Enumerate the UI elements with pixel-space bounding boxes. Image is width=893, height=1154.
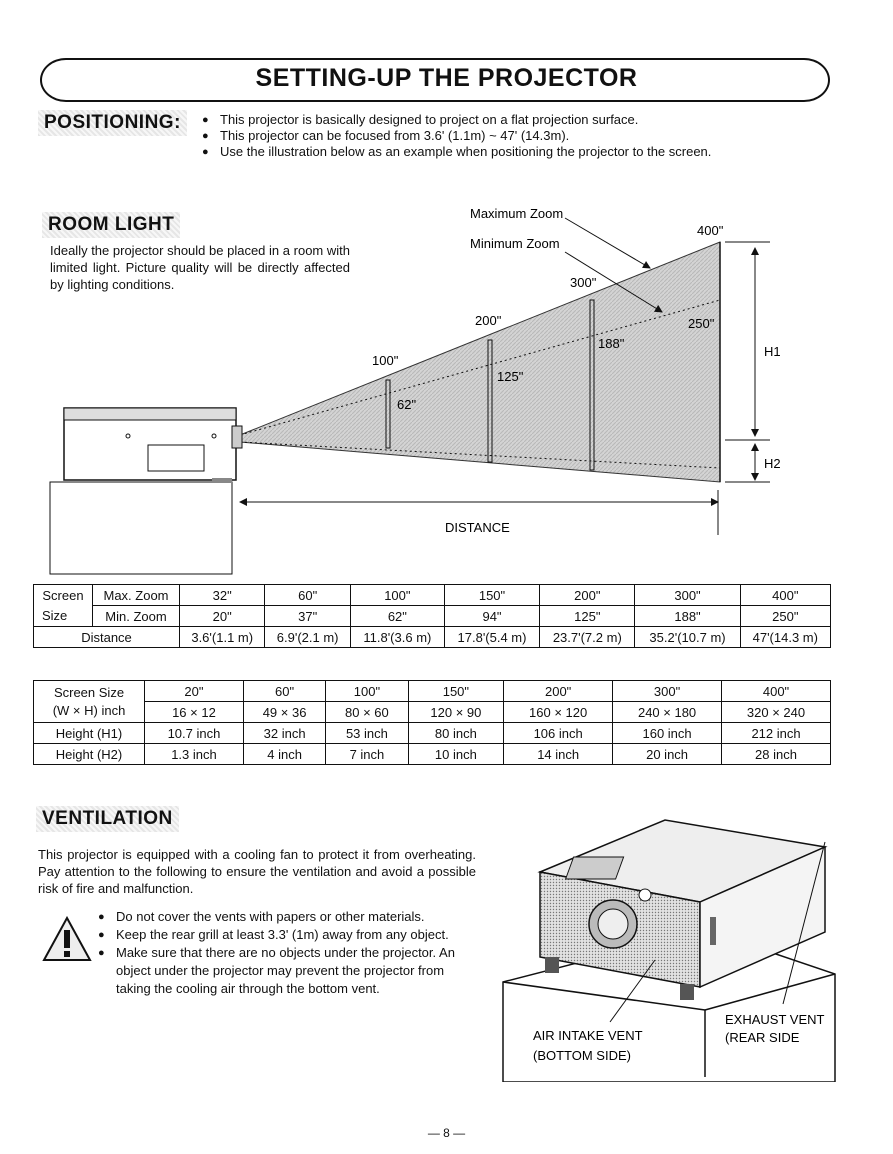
- table-cell: 37": [265, 606, 350, 627]
- page-number: — 8 —: [427, 1126, 466, 1140]
- air-intake-side-label: (BOTTOM SIDE): [533, 1048, 631, 1063]
- distance-label: DISTANCE: [445, 520, 510, 535]
- size-min-label: 125": [497, 369, 524, 384]
- table-cell: 188": [635, 606, 740, 627]
- table-cell: 80 × 60: [326, 702, 408, 723]
- warning-icon: [42, 916, 92, 962]
- table-cell: 53 inch: [326, 723, 408, 744]
- ventilation-bullet: ● Make sure that there are no objects under the projector. An object under the projector may prevent the projector from taking the cooling air through the bottom vent.: [96, 944, 476, 998]
- max-zoom-label: Maximum Zoom: [470, 206, 564, 221]
- table-cell: 80 inch: [408, 723, 504, 744]
- table-cell: 20": [145, 681, 244, 702]
- table-cell: 1.3 inch: [145, 744, 244, 765]
- table-cell: 20": [180, 606, 265, 627]
- table-cell: 4 inch: [243, 744, 325, 765]
- table-cell: 11.8'(3.6 m): [350, 627, 444, 648]
- exhaust-side-label: (REAR SIDE: [725, 1030, 800, 1045]
- table-cell: 60": [243, 681, 325, 702]
- table-cell: 250": [740, 606, 830, 627]
- projector-illustration: [64, 408, 242, 483]
- ventilation-bullet: ● Do not cover the vents with papers or other materials.: [96, 908, 476, 926]
- positioning-heading: POSITIONING:: [38, 110, 187, 136]
- distance-table: [33, 584, 831, 648]
- table-cell: 200": [540, 585, 635, 606]
- table-cell: 200": [504, 681, 613, 702]
- table-cell: 7 inch: [326, 744, 408, 765]
- exhaust-label: EXHAUST VENT: [725, 1012, 825, 1027]
- table-cell: 32": [180, 585, 265, 606]
- table-cell: 120 × 90: [408, 702, 504, 723]
- table-cell: 160 × 120: [504, 702, 613, 723]
- air-intake-label: AIR INTAKE VENT: [533, 1028, 643, 1043]
- size-max-label: 200": [475, 313, 502, 328]
- h1-label: H1: [764, 344, 781, 359]
- height-h1-header: Height (H1): [34, 723, 145, 744]
- table-cell: 212 inch: [722, 723, 831, 744]
- screen-size-label: Screen Size: [53, 684, 125, 700]
- table-cell: 16 × 12: [145, 702, 244, 723]
- table-cell: 62": [350, 606, 444, 627]
- table-cell: 28 inch: [722, 744, 831, 765]
- height-h2-header: Height (H2): [34, 744, 145, 765]
- min-zoom-label: Minimum Zoom: [470, 236, 560, 251]
- table-cell: 400": [722, 681, 831, 702]
- table-cell: 106 inch: [504, 723, 613, 744]
- table-cell: 150": [444, 585, 539, 606]
- max-zoom-header: Max. Zoom: [93, 585, 180, 606]
- table-cell: 23.7'(7.2 m): [540, 627, 635, 648]
- size-max-label: 100": [372, 353, 399, 368]
- projection-diagram: [0, 190, 893, 580]
- table-cell: 125": [540, 606, 635, 627]
- room-light-text: Ideally the projector should be placed in a room with limited light. Picture quality will be directly affected by lighting conditions.: [50, 243, 350, 292]
- table-cell: 17.8'(5.4 m): [444, 627, 539, 648]
- ventilation-heading: VENTILATION: [36, 806, 179, 832]
- size-min-label: 250": [688, 316, 715, 331]
- ventilation-bullet: ● Keep the rear grill at least 3.3' (1m) away from any object.: [96, 926, 476, 944]
- table-cell: 14 inch: [504, 744, 613, 765]
- table-cell: 100": [326, 681, 408, 702]
- table-cell: 400": [740, 585, 830, 606]
- ventilation-intro: This projector is equipped with a cooling fan to protect it from overheating. Pay attention to the following to ensure the ventilation and avoid a possible risk of fire and malfunction.: [38, 847, 476, 896]
- room-light-heading: ROOM LIGHT: [42, 212, 180, 238]
- distance-header: Distance: [34, 627, 180, 648]
- min-zoom-header: Min. Zoom: [93, 606, 180, 627]
- size-max-label: 400": [697, 223, 724, 238]
- size-min-label: 62": [397, 397, 417, 412]
- projector-stand: [50, 482, 232, 574]
- positioning-bullet-list: [200, 112, 860, 160]
- table-cell: 240 × 180: [613, 702, 722, 723]
- screen-size-header: Size: [34, 606, 93, 627]
- table-cell: 320 × 240: [722, 702, 831, 723]
- table-cell: 32 inch: [243, 723, 325, 744]
- table-cell: 49 × 36: [243, 702, 325, 723]
- positioning-bullet: ● This projector can be focused from 3.6' (1.1m) ~ 47' (14.3m).: [200, 128, 860, 144]
- screen-size-table: [33, 680, 831, 765]
- table-cell: 10.7 inch: [145, 723, 244, 744]
- size-max-label: 300": [570, 275, 597, 290]
- screen-size-header: Screen: [34, 585, 93, 606]
- ventilation-bullet-list: [96, 908, 476, 998]
- table-cell: 20 inch: [613, 744, 722, 765]
- table-cell: 35.2'(10.7 m): [635, 627, 740, 648]
- page-title: SETTING-UP THE PROJECTOR: [255, 64, 638, 92]
- table-cell: 300": [635, 585, 740, 606]
- table-cell: 10 inch: [408, 744, 504, 765]
- table-cell: 6.9'(2.1 m): [265, 627, 350, 648]
- h2-label: H2: [764, 456, 781, 471]
- size-min-label: 188": [598, 336, 625, 351]
- table-cell: 100": [350, 585, 444, 606]
- positioning-bullet: ● This projector is basically designed to project on a flat projection surface.: [200, 112, 860, 128]
- table-cell: 47'(14.3 m): [740, 627, 830, 648]
- screen-size-header: [34, 681, 145, 723]
- wh-label: (W × H) inch: [52, 702, 126, 718]
- projection-beam: [240, 242, 720, 482]
- table-cell: 3.6'(1.1 m): [180, 627, 265, 648]
- table-cell: 94": [444, 606, 539, 627]
- ventilation-illustration: [495, 812, 850, 1082]
- table-cell: 150": [408, 681, 504, 702]
- table-cell: 300": [613, 681, 722, 702]
- positioning-bullet: ● Use the illustration below as an example when positioning the projector to the screen.: [200, 144, 860, 160]
- table-cell: 160 inch: [613, 723, 722, 744]
- table-cell: 60": [265, 585, 350, 606]
